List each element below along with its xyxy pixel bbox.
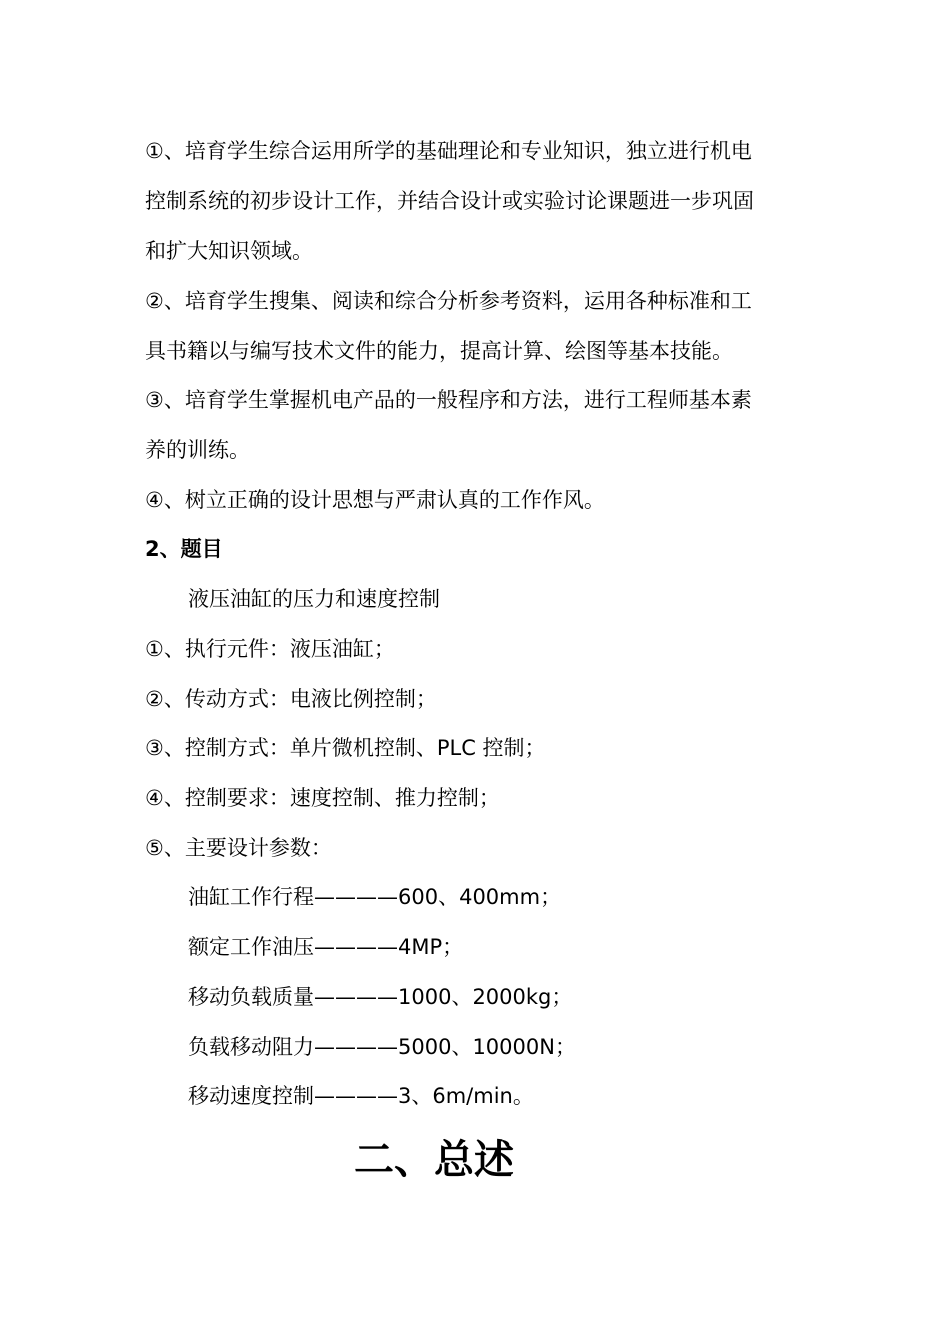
param-load-resistance: 负载移动阻力————5000、10000N； xyxy=(188,1035,576,1059)
objective-1-line-2: 控制系统的初步设计工作，并结合设计或实验讨论课题进一步巩固 xyxy=(145,189,754,213)
topic-title: 液压油缸的压力和速度控制 xyxy=(188,587,440,611)
objective-2-line-1: ②、培育学生搜集、阅读和综合分析参考资料，运用各种标准和工 xyxy=(145,289,752,313)
objective-4-line-1: ④、树立正确的设计思想与严肃认真的工作作风。 xyxy=(145,488,605,512)
topic-item-1: ①、执行元件：液压油缸； xyxy=(145,637,395,661)
param-stroke: 油缸工作行程————600、400mm； xyxy=(188,885,562,909)
param-load-mass: 移动负载质量————1000、2000kg； xyxy=(188,985,573,1009)
topic-item-5: ⑤、主要设计参数： xyxy=(145,836,332,860)
objective-2-line-2: 具书籍以与编写技术文件的能力，提高计算、绘图等基本技能。 xyxy=(145,339,733,363)
objective-1-line-3: 和扩大知识领域。 xyxy=(145,239,313,263)
topic-heading: 2、题目 xyxy=(145,537,223,561)
param-speed: 移动速度控制————3、6m/min。 xyxy=(188,1084,534,1108)
topic-item-3: ③、控制方式：单片微机控制、PLC 控制； xyxy=(145,736,546,760)
objective-3-line-1: ③、培育学生掌握机电产品的一般程序和方法，进行工程师基本素 xyxy=(145,388,752,412)
topic-item-4: ④、控制要求：速度控制、推力控制； xyxy=(145,786,500,810)
chapter-heading: 二、总述 xyxy=(354,1137,514,1183)
objective-1-line-1: ①、培育学生综合运用所学的基础理论和专业知识，独立进行机电 xyxy=(145,139,752,163)
objective-3-line-2: 养的训练。 xyxy=(145,438,250,462)
topic-item-2: ②、传动方式：电液比例控制； xyxy=(145,687,437,711)
param-pressure: 额定工作油压————4MP； xyxy=(188,935,464,959)
